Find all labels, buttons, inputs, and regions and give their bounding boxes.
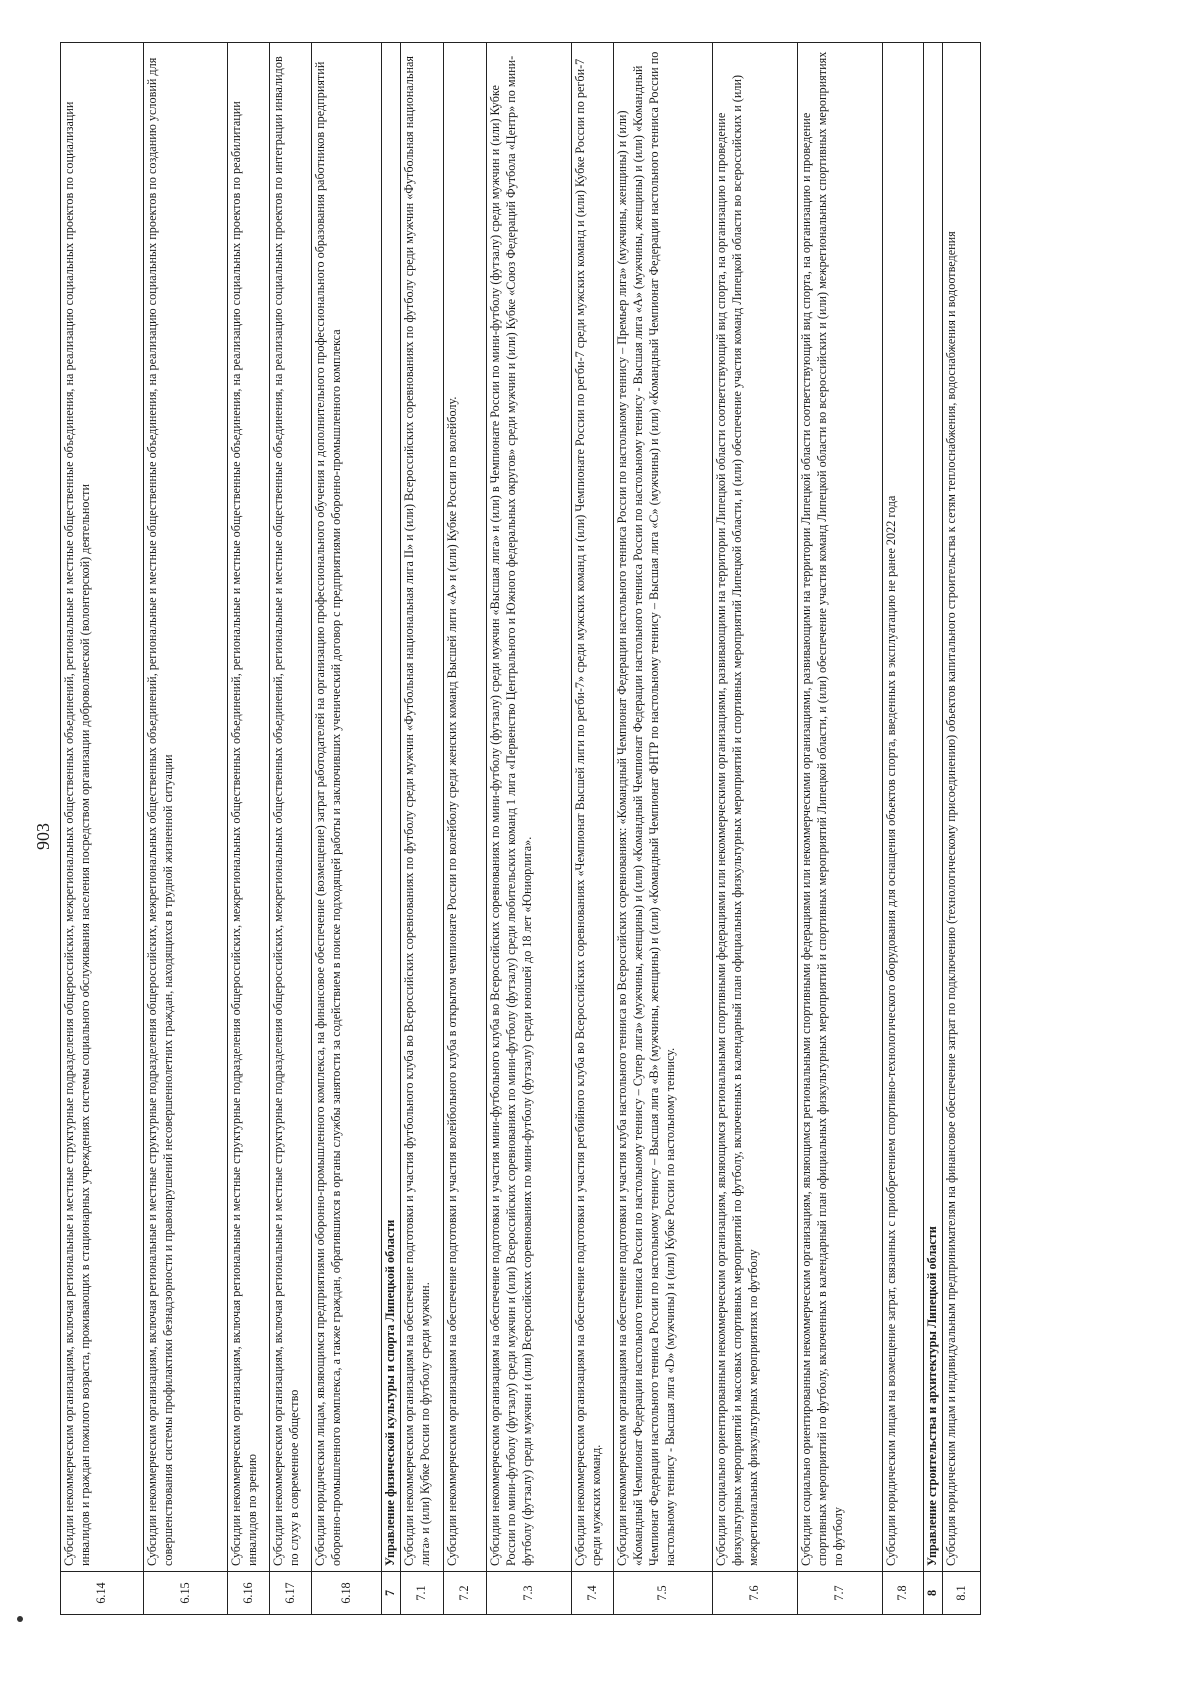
row-text: Субсидии некоммерческим организациям на обеспечение подготовки и участия клуба настольного тенниса во Всероссийских соревнованиях: «Командный Чемпионат Федерации настольного тенниса России по настольному теннису – Премьер лига» (мужчины, женщины) и (или) «Командный Чемпионат Федерации настольного тенниса России по настольному теннису – Супер лига» (мужчины, женщины) и (или) «Командный Чемпионат Федерации настольного тенниса России по настольному теннису - Высшая лига «А» (мужчины, женщины) и (или) «Командный Чемпионат Федерации настольного тенниса России по настольному теннису – Высшая лига «В» (мужчины, женщины) и (или) «Командный Чемпионат ФНТР по настольному теннису – Высшая лига «С» (мужчины) и (или) «Командный Чемпионат Федерации настольного тенниса России по настольному теннису - Высшая лига «D» (мужчины) и (или) Кубке России по настольному теннису.	[614, 43, 713, 1572]
row-text: Субсидии некоммерческим организациям, включая региональные и местные структурные подразделения общероссийских, межрегиональных общественных объединений, региональные и местные общественные объединения, на реализацию социальных проектов по социализации инвалидов и граждан пожилого возраста, проживающих в стационарных учреждениях системы социального обслуживания населения посредством организации добровольческой (волонтерской) деятельности	[61, 43, 144, 1572]
table-row	[614, 43, 713, 1615]
table-row	[382, 43, 401, 1615]
row-text: Субсидии некоммерческим организациям на обеспечение подготовки и участия регбийного клуба во Всероссийских соревнованиях «Чемпионат Высшей лиги по регби-7» среди мужских команд и (или) Чемпионате России по регби-7 среди мужских команд и (или) Кубке России по регби-7 среди мужских команд.	[572, 43, 614, 1572]
row-number: 8.1	[943, 1572, 981, 1615]
row-text: Субсидии социально ориентированным некоммерческим организациям, являющимся региональными спортивными федерациями или некоммерческими организациями, развивающими на территории Липецкой области соответствующий вид спорта, на организацию и проведение физкультурных мероприятий и массовых спортивных мероприятий по футболу, включенных в календарный план официальных физкультурных мероприятий и спортивных мероприятий Липецкой области, и (или) обеспечение участия команд Липецкой области во всероссийских и (или) межрегиональных физкультурных мероприятиях по футболу	[713, 43, 798, 1572]
page-number: 903	[33, 823, 53, 850]
row-number: 7.6	[713, 1572, 798, 1615]
row-text: Субсидии некоммерческим организациям на обеспечение подготовки и участия футбольного клуба во Всероссийских соревнованиях по футболу среди мужчин «Футбольная национальная лига II» и (или) Всероссийских соревнованиях по футболу среди мужчин «Футбольная национальная лига» и (или) Кубке России по футболу среди мужчин.	[401, 43, 444, 1572]
row-number: 7	[382, 1572, 401, 1615]
table-row	[487, 43, 572, 1615]
table-row	[401, 43, 444, 1615]
row-number: 7.7	[798, 1572, 883, 1615]
table-row	[883, 43, 924, 1615]
row-number: 7.8	[883, 1572, 924, 1615]
subsidy-table-body	[61, 43, 981, 1615]
table-row	[713, 43, 798, 1615]
table-row	[444, 43, 487, 1615]
table-row	[798, 43, 883, 1615]
table-row	[228, 43, 270, 1615]
row-number: 7.2	[444, 1572, 487, 1615]
rotated-page	[60, 42, 981, 1615]
row-text: Субсидии некоммерческим организациям на обеспечение подготовки и участия волейбольного клуба в открытом чемпионате России по волейболу среди женских команд Высшей лиги «А» и (или) Кубке России по волейболу.	[444, 43, 487, 1572]
row-number: 7.3	[487, 1572, 572, 1615]
row-text: Субсидии юридическим лицам, являющимся предприятиями оборонно-промышленного комплекса, на финансовое обеспечение (возмещение) затрат работодателей на организацию профессионального обучения и дополнительного профессионального образования работников предприятий оборонно-промышленного комплекса, а также граждан, обратившихся в органы службы занятости за содействием в поиске подходящей работы и заключивших ученический договор с предприятиями оборонно-промышленного комплекса	[312, 43, 382, 1572]
row-text: Субсидии некоммерческим организациям, включая региональные и местные структурные подразделения общероссийских, межрегиональных общественных объединений, региональные и местные общественные объединения, на реализацию социальных проектов по интеграции инвалидов по слуху в современное общество	[270, 43, 312, 1572]
section-heading: Управление строительства и архитектуры Липецкой области	[924, 43, 943, 1572]
row-number: 7.1	[401, 1572, 444, 1615]
row-number: 8	[924, 1572, 943, 1615]
subsidy-table	[60, 42, 981, 1615]
row-number: 6.16	[228, 1572, 270, 1615]
row-number: 6.14	[61, 1572, 144, 1615]
row-number: 6.17	[270, 1572, 312, 1615]
table-row	[924, 43, 943, 1615]
table-row	[144, 43, 228, 1615]
table-row	[312, 43, 382, 1615]
row-text: Субсидия юридическим лицам и индивидуальным предпринимателям на финансовое обеспечение затрат по подключению (технологическому присоединению) объектов капитального строительства к сетям теплоснабжения, водоснабжения и водоотведения	[943, 43, 981, 1572]
row-text: Субсидии социально ориентированным некоммерческим организациям, являющимся региональными спортивными федерациями или некоммерческими организациями, развивающими на территории Липецкой области соответствующий вид спорта, на организацию и проведение спортивных мероприятий по футболу, включенных в календарный план официальных физкультурных мероприятий и спортивных мероприятий Липецкой области, и (или) обеспечение участия команд Липецкой области во всероссийских и (или) межрегиональных спортивных мероприятиях по футболу	[798, 43, 883, 1572]
table-row	[270, 43, 312, 1615]
row-number: 7.5	[614, 1572, 713, 1615]
row-number: 6.15	[144, 1572, 228, 1615]
row-text: Субсидии некоммерческим организациям, включая региональные и местные структурные подразделения общероссийских, межрегиональных общественных объединений, региональные и местные общественные объединения, на реализацию социальных проектов по реабилитации инвалидов по зрению	[228, 43, 270, 1572]
row-number: 7.4	[572, 1572, 614, 1615]
margin-dot	[17, 1616, 23, 1622]
section-heading: Управление физической культуры и спорта Липецкой области	[382, 43, 401, 1572]
row-text: Субсидии некоммерческим организациям, включая региональные и местные структурные подразделения общероссийских, межрегиональных общественных объединений, региональные и местные общественные объединения, на реализацию социальных проектов по созданию условий для совершенствования системы профилактики безнадзорности и правонарушений несовершеннолетних граждан, находящихся в трудной жизненной ситуации	[144, 43, 228, 1572]
row-text: Субсидии некоммерческим организациям на обеспечение подготовки и участия мини-футбольного клуба во Всероссийских соревнованиях по мини-футболу (футзалу) среди мужчин «Высшая лига» и (или) в Чемпионате России по мини-футболу (футзалу) среди мужчин и (или) Кубке России по мини-футболу (футзалу) среди мужчин и (или) Всероссийских соревнованиях по мини-футболу (футзалу) среди любительских команд 1 лига «Первенство Центрального и Южного федеральных округов» среди мужчин и (или) Кубке «Союз Федераций Футбола «Центр» по мини-футболу (футзалу) среди мужчин и (или) Всероссийских соревнованиях по мини-футболу (футзалу) среди юношей до 18 лет «Юниорлига».	[487, 43, 572, 1572]
row-number: 6.18	[312, 1572, 382, 1615]
table-row	[572, 43, 614, 1615]
row-text: Субсидии юридическим лицам на возмещение затрат, связанных с приобретением спортивно-технологического оборудования для оснащения объектов спорта, введенных в эксплуатацию не ранее 2022 года	[883, 43, 924, 1572]
table-row	[61, 43, 144, 1615]
table-row	[943, 43, 981, 1615]
